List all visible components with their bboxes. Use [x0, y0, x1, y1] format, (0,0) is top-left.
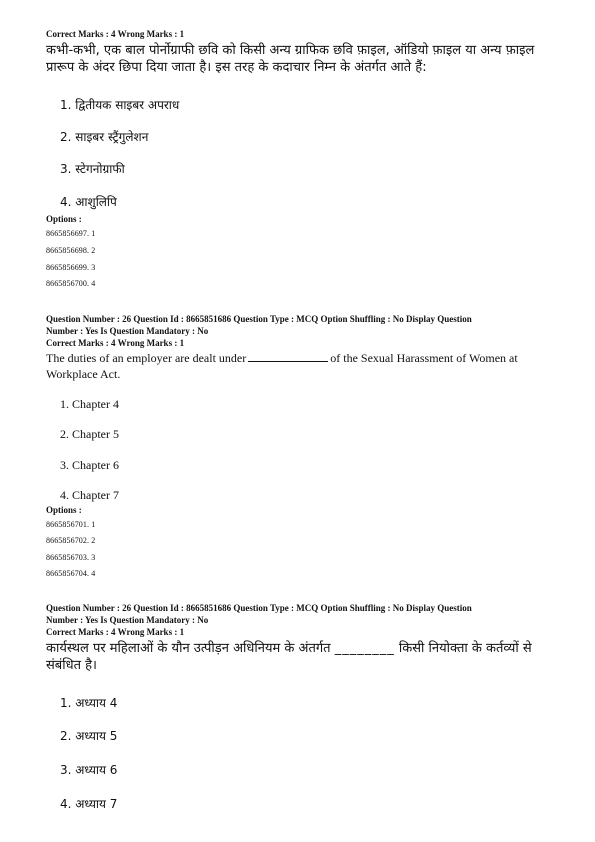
q2-option-4: 4. Chapter 7: [60, 488, 119, 502]
q1-marks: Correct Marks : 4 Wrong Marks : 1: [46, 29, 185, 39]
q3-text-after: किसी नियोक्ता के कर्तव्यों से संबंधित है।: [46, 641, 532, 673]
q2-header-line-2: Number : Yes Is Question Mandatory : No: [46, 326, 209, 336]
q1-option-id-4: 8665856700. 4: [46, 279, 96, 288]
q2-option-id-1: 8665856701. 1: [46, 520, 96, 529]
q2-options-label: Options :: [46, 505, 82, 515]
q1-option-id-1: 8665856697. 1: [46, 229, 96, 238]
q1-option-id-3: 8665856699. 3: [46, 263, 96, 272]
q2-option-1: 1. Chapter 4: [60, 397, 119, 411]
q3-option-3: 3. अध्याय 6: [60, 763, 118, 777]
q2-option-2: 2. Chapter 5: [60, 427, 119, 441]
q2-question-text: [46, 350, 556, 382]
q3-marks: Correct Marks : 4 Wrong Marks : 1: [46, 627, 185, 637]
q2-option-id-3: 8665856703. 3: [46, 553, 96, 562]
q1-option-3: 3. स्टेगनोग्राफी: [60, 162, 125, 176]
q3-option-2: 2. अध्याय 5: [60, 729, 118, 743]
q2-text-before: The duties of an employer are dealt under: [46, 351, 247, 365]
q2-marks: Correct Marks : 4 Wrong Marks : 1: [46, 338, 185, 348]
q3-text-before: कार्यस्थल पर महिलाओं के यौन उत्पीड़न अधिनियम के अंतर्गत: [46, 641, 331, 656]
q1-option-id-2: 8665856698. 2: [46, 246, 96, 255]
q3-header-line-1: Question Number : 26 Question Id : 8665851686 Question Type : MCQ Option Shuffling : No Display Question: [46, 603, 472, 613]
q2-option-id-2: 8665856702. 2: [46, 536, 96, 545]
q3-option-1: 1. अध्याय 4: [60, 696, 118, 710]
q3-blank: ________: [334, 641, 395, 656]
q2-text-after: of the Sexual Harassment of Women at Workplace Act.: [46, 351, 518, 381]
q1-option-2: 2. साइबर स्ट्रैंगुलेशन: [60, 130, 149, 144]
q2-header-line-1: Question Number : 26 Question Id : 8665851686 Question Type : MCQ Option Shuffling : No Display Question: [46, 314, 472, 324]
q1-option-1: 1. द्वितीयक साइबर अपराध: [60, 98, 180, 112]
q3-option-4: 4. अध्याय 7: [60, 797, 118, 811]
q2-option-id-4: 8665856704. 4: [46, 569, 96, 578]
q1-question-text: कभी-कभी, एक बाल पोर्नोग्राफी छवि को किसी अन्य ग्राफिक छवि फ़ाइल, ऑडियो फ़ाइल या अन्य फ़ाइल प्रारूप के अंदर छिपा दिया जाता है। इस तरह के कदाचार निम्न के अंतर्गत आते हैं:: [46, 43, 535, 75]
q2-blank: [248, 351, 328, 362]
q2-option-3: 3. Chapter 6: [60, 458, 119, 472]
q3-header-line-2: Number : Yes Is Question Mandatory : No: [46, 615, 209, 625]
q1-option-4: 4. आशुलिपि: [60, 195, 117, 209]
q3-question-text: [46, 640, 556, 674]
q1-options-label: Options :: [46, 214, 82, 224]
